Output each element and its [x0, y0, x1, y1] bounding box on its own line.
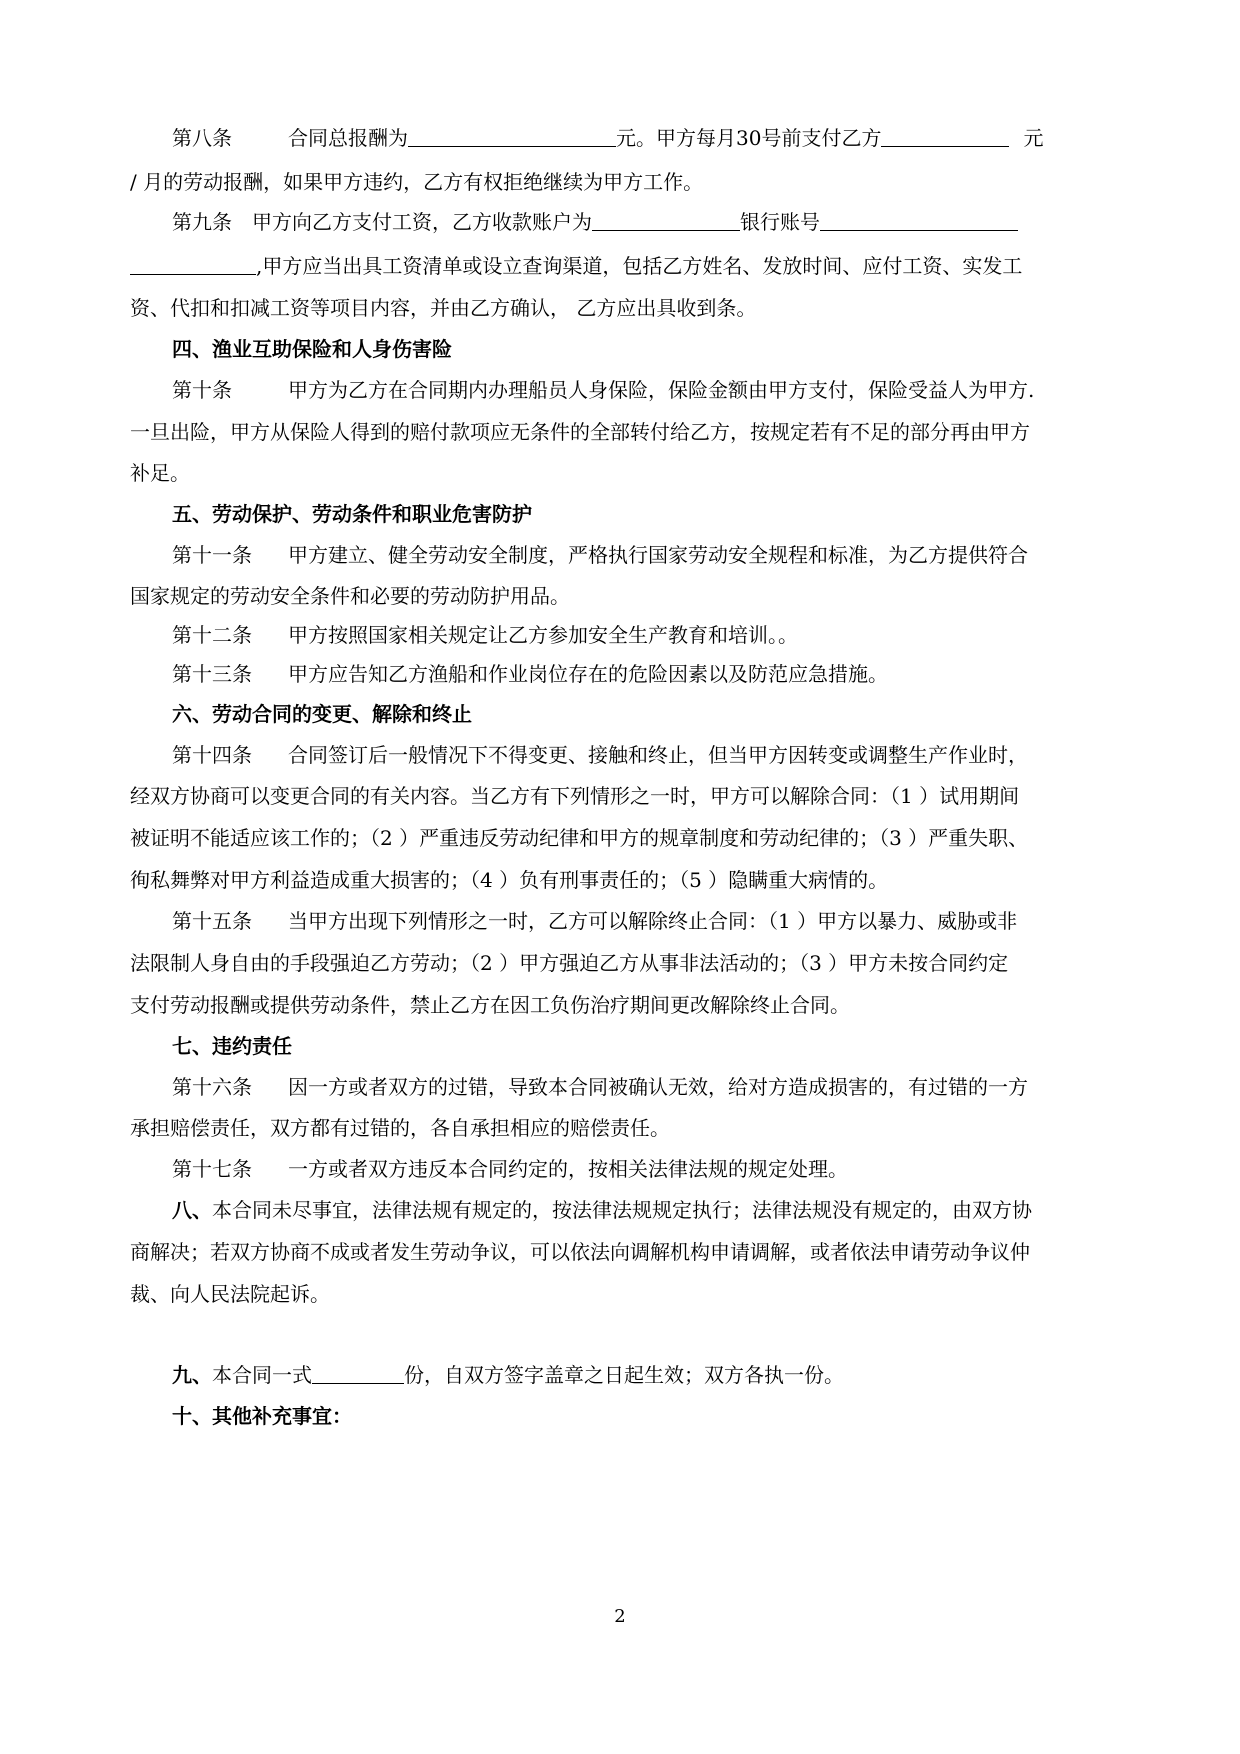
article-12-number: 第十二条	[172, 623, 252, 647]
section-8-text-a: 本合同未尽事宜，法律法规有规定的，按法律法规规定执行；法律法规没有规定的，由双方协	[212, 1198, 1032, 1222]
article-11-line-2: 国家规定的劳动安全条件和必要的劳动防护用品。	[130, 584, 570, 608]
article-15-number: 第十五条	[172, 909, 252, 933]
article-9-number: 第九条	[172, 210, 232, 234]
article-17-line-1	[172, 1157, 1120, 1181]
article-8-line-1	[172, 126, 1120, 150]
total-remuneration-blank[interactable]	[408, 126, 616, 147]
bank-account-blank[interactable]	[820, 210, 1018, 231]
section-8-line-2: 商解决；若双方协商不成或者发生劳动争议，可以依法向调解机构申请调解，或者依法申请劳动争议仲	[130, 1240, 1030, 1264]
article-14-line-1	[172, 743, 1120, 767]
article-10-line-2: 一旦出险，甲方从保险人得到的赔付款项应无条件的全部转付给乙方，按规定若有不足的部分再由甲方	[130, 420, 1030, 444]
article-10-text-a: 甲方为乙方在合同期内办理船员人身保险，保险金额由甲方支付，保险受益人为甲方.	[288, 378, 1035, 402]
section-8-line-3: 裁、向人民法院起诉。	[130, 1282, 330, 1306]
article-8-unit: 元	[1023, 126, 1044, 150]
article-9-text-c: ,甲方应当出具工资清单或设立查询渠道，包括乙方姓名、发放时间、应付工资、实发工	[256, 254, 1023, 278]
article-8-line-2: / 月的劳动报酬，如果甲方违约，乙方有权拒绝继续为甲方工作。	[130, 170, 704, 194]
section-5-heading: 五、劳动保护、劳动条件和职业危害防护	[172, 502, 532, 526]
article-16-number: 第十六条	[172, 1075, 252, 1099]
article-16-line-1	[172, 1075, 1120, 1099]
article-10-line-1	[172, 378, 1120, 402]
article-14-line-2: 经双方协商可以变更合同的有关内容。当乙方有下列情形之一时，甲方可以解除合同：（1 ）试用期间	[130, 784, 1020, 808]
section-9-text-b: 份，自双方签字盖章之日起生效；双方各执一份。	[404, 1363, 844, 1387]
article-9-line-3: 资、代扣和扣减工资等项目内容，并由乙方确认， 乙方应出具收到条。	[130, 296, 757, 320]
article-14-number: 第十四条	[172, 743, 252, 767]
article-11-line-1	[172, 543, 1120, 567]
article-17-number: 第十七条	[172, 1157, 252, 1181]
article-15-line-2: 法限制人身自由的手段强迫乙方劳动；（2 ）甲方强迫乙方从事非法活动的；（3 ）甲方未按合同约定	[130, 951, 1009, 975]
section-6-heading: 六、劳动合同的变更、解除和终止	[172, 702, 472, 726]
section-9-number: 九、	[172, 1363, 212, 1387]
monthly-pay-blank[interactable]	[881, 126, 1009, 147]
section-7-heading: 七、违约责任	[172, 1034, 292, 1058]
section-4-heading: 四、渔业互助保险和人身伤害险	[172, 337, 452, 361]
article-11-text-a: 甲方建立、健全劳动安全制度，严格执行国家劳动安全规程和标准，为乙方提供符合	[288, 543, 1028, 567]
article-14-text-a: 合同签订后一般情况下不得变更、接触和终止，但当甲方因转变或调整生产作业时，	[288, 743, 1028, 767]
article-9-line-2	[130, 254, 1120, 278]
bank-account-blank-continued[interactable]	[130, 254, 256, 275]
article-9-text-b: 银行账号	[740, 210, 820, 234]
section-8-line-1	[172, 1198, 1120, 1222]
article-15-line-3: 支付劳动报酬或提供劳动条件，禁止乙方在因工负伤治疗期间更改解除终止合同。	[130, 993, 850, 1017]
section-10-heading: 十、其他补充事宜：	[172, 1404, 352, 1428]
copies-count-blank[interactable]	[312, 1363, 404, 1384]
article-10-number: 第十条	[172, 378, 232, 402]
article-12-text: 甲方按照国家相关规定让乙方参加安全生产教育和培训。。	[288, 623, 798, 647]
article-14-line-3: 被证明不能适应该工作的；（2 ）严重违反劳动纪律和甲方的规章制度和劳动纪律的；（3 ）严重失职、	[130, 826, 1029, 850]
article-11-number: 第十一条	[172, 543, 252, 567]
article-15-text-a: 当甲方出现下列情形之一时，乙方可以解除终止合同：（1 ）甲方以暴力、威胁或非	[288, 909, 1018, 933]
article-15-line-1	[172, 909, 1120, 933]
article-8-number: 第八条	[172, 126, 232, 150]
article-8-text-a: 合同总报酬为	[288, 126, 408, 150]
section-9-line-1	[172, 1363, 1120, 1387]
article-16-text-a: 因一方或者双方的过错，导致本合同被确认无效，给对方造成损害的，有过错的一方	[288, 1075, 1028, 1099]
article-8-text-b: 元。甲方每月30号前支付乙方	[616, 126, 882, 150]
receiving-account-blank[interactable]	[592, 210, 740, 231]
article-17-text: 一方或者双方违反本合同约定的，按相关法律法规的规定处理。	[288, 1157, 848, 1181]
article-14-line-4: 徇私舞弊对甲方利益造成重大损害的；（4 ）负有刑事责任的；（5 ）隐瞒重大病情的。	[130, 868, 889, 892]
article-16-line-2: 承担赔偿责任，双方都有过错的，各自承担相应的赔偿责任。	[130, 1116, 670, 1140]
section-8-number: 八、	[172, 1198, 212, 1222]
article-13-number: 第十三条	[172, 662, 252, 686]
page-number: 2	[614, 1606, 626, 1627]
article-10-line-3: 补足。	[130, 461, 190, 485]
section-9-text-a: 本合同一式	[212, 1363, 312, 1387]
article-13-line-1	[172, 662, 1120, 686]
article-13-text: 甲方应告知乙方渔船和作业岗位存在的危险因素以及防范应急措施。	[288, 662, 888, 686]
article-9-line-1	[172, 210, 1120, 234]
article-12-line-1	[172, 623, 1120, 647]
article-9-text-a: 甲方向乙方支付工资，乙方收款账户为	[252, 210, 592, 234]
